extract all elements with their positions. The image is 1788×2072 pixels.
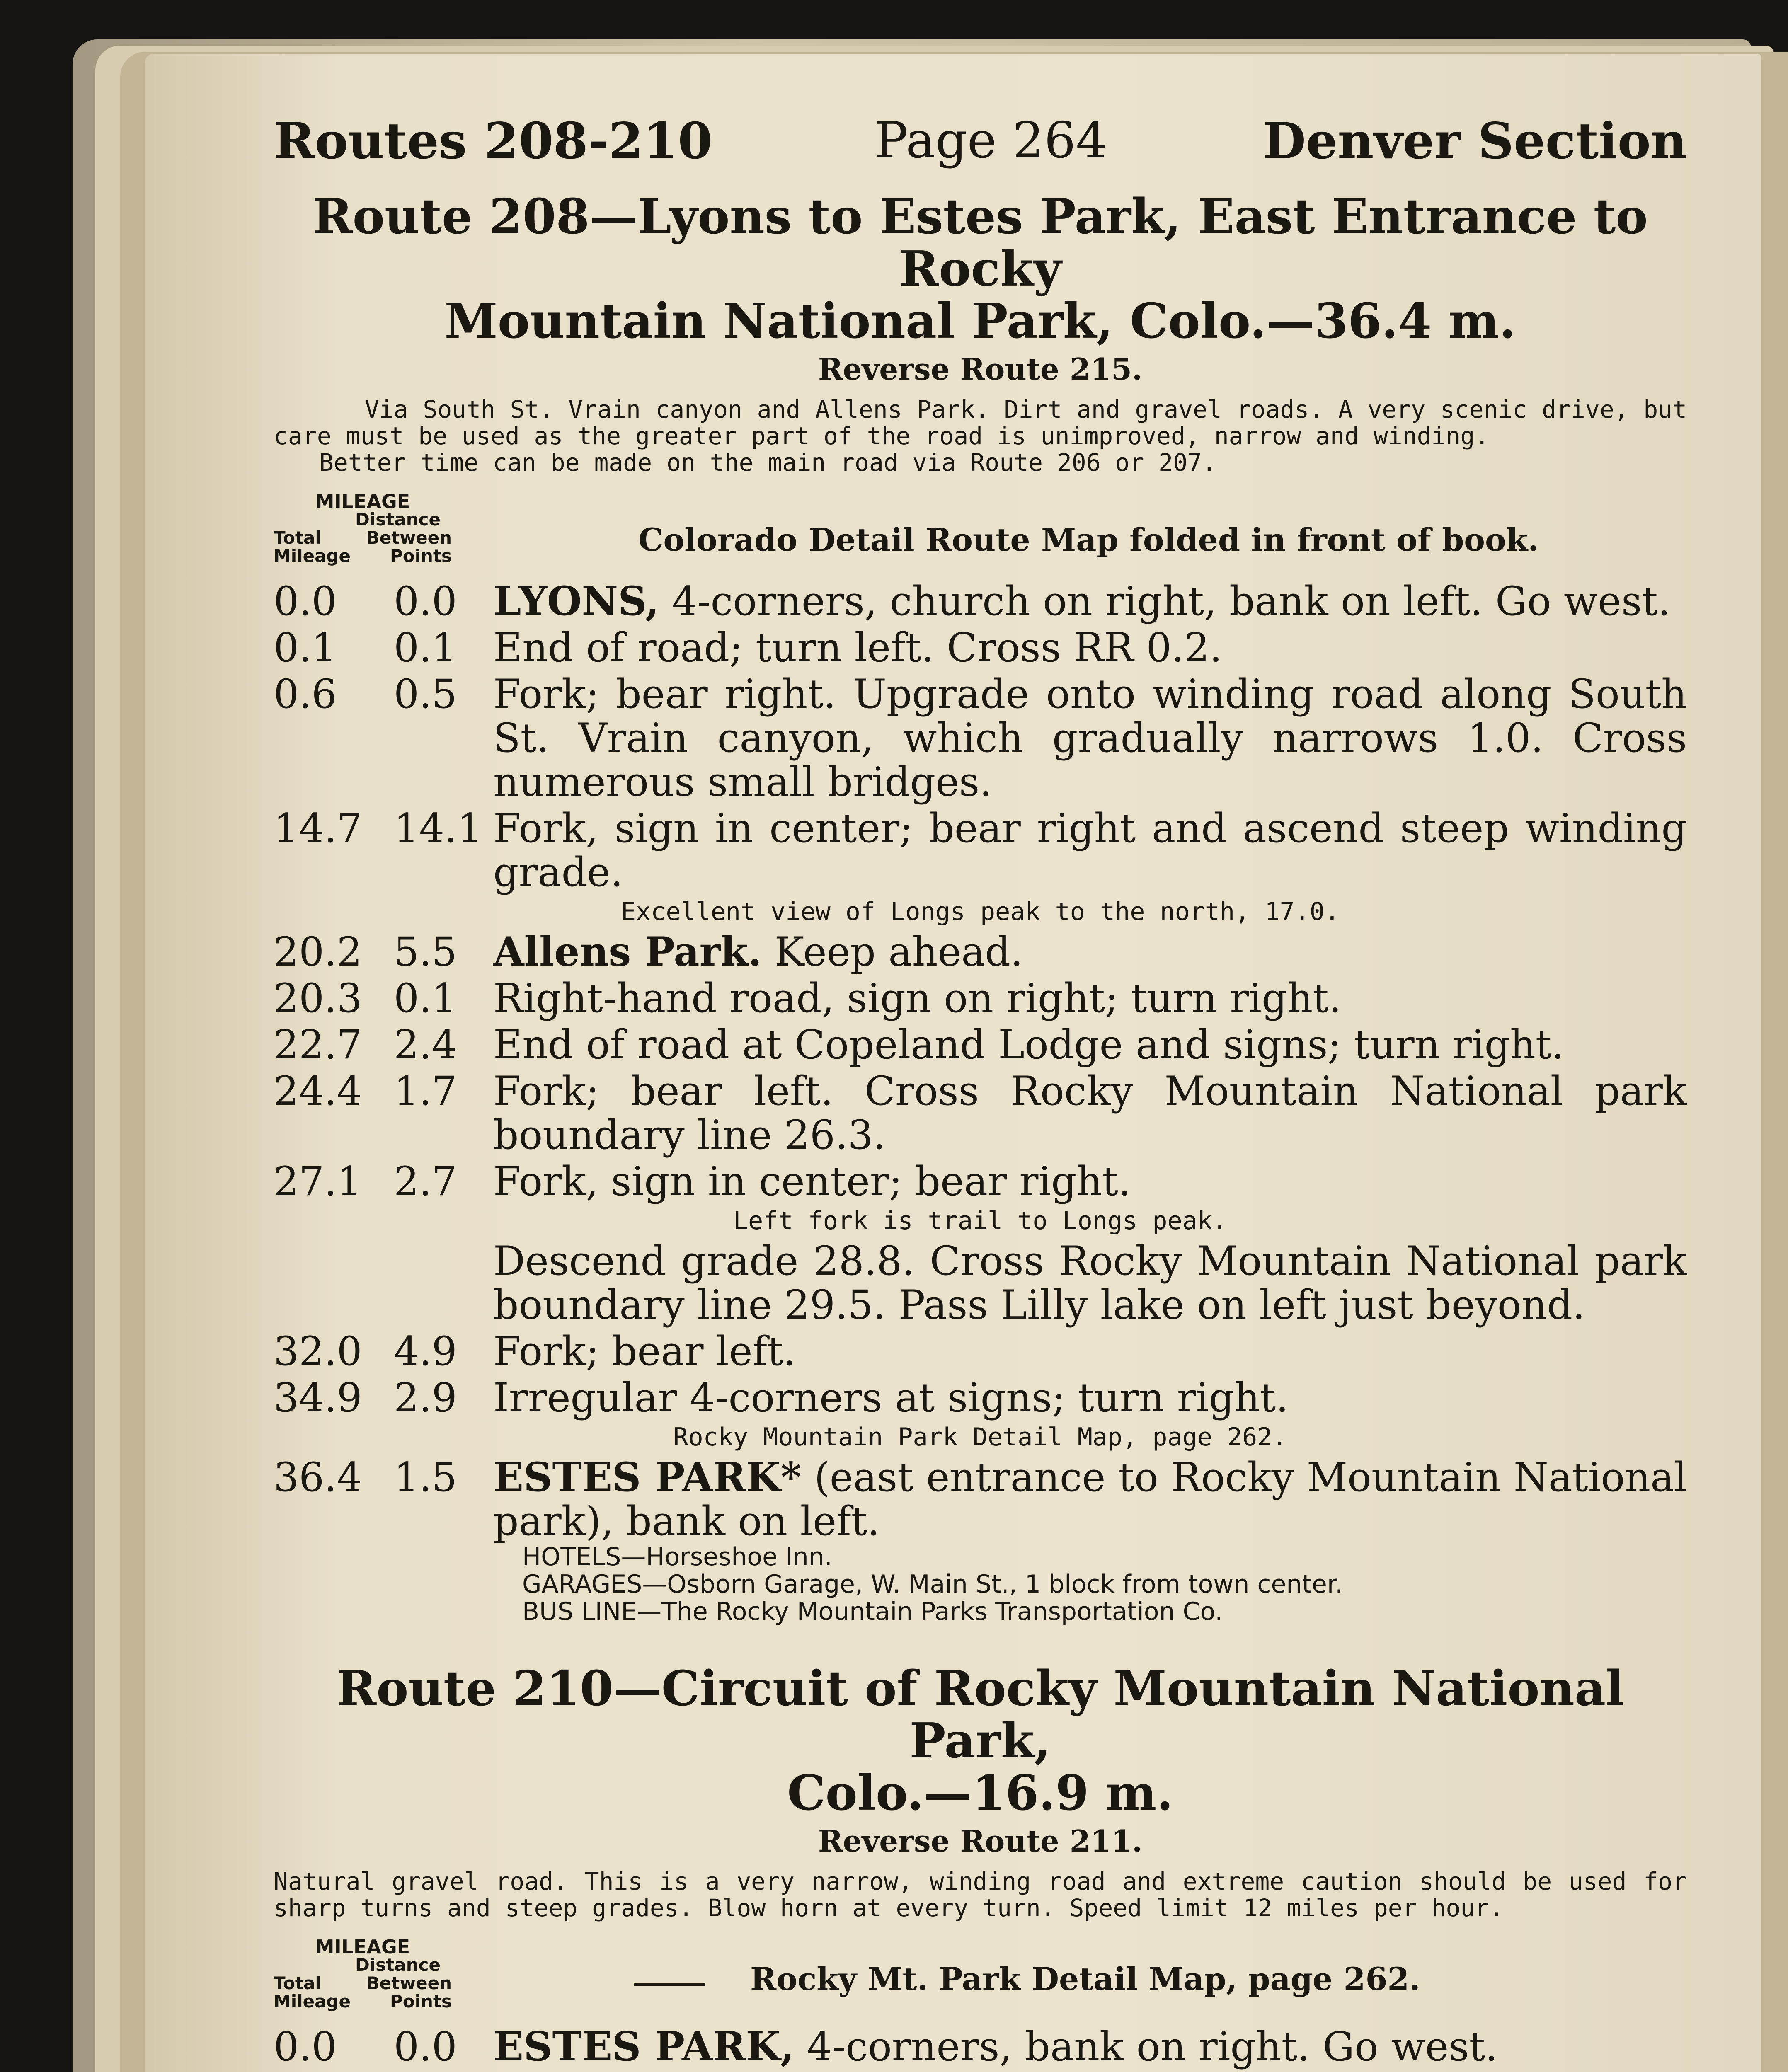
entry-total: 0.0 — [274, 578, 337, 625]
entry-place: ESTES PARK, — [493, 2023, 795, 2070]
route-210-title-line1: Route 210—Circuit of Rocky Mountain National Park, — [336, 1661, 1624, 1769]
entry-text: Irregular 4-corners at signs; turn right. — [493, 1375, 1289, 1421]
entry-direction: Keep ahead. — [774, 929, 1023, 975]
route-210-reverse: Reverse Route 211. — [818, 1823, 1143, 1859]
route-entry — [274, 1376, 1687, 1420]
route-208-map-note: Colorado Detail Route Map folded in front of book. — [638, 521, 1539, 558]
route-208-reverse: Reverse Route 215. — [818, 351, 1143, 387]
entry-distance: 1.5 — [394, 1454, 457, 1501]
entry-total: 0.0 — [274, 2024, 337, 2070]
route-208-title-line1: Route 208—Lyons to Estes Park, East Entrance to Rocky — [313, 189, 1648, 297]
page-content — [274, 104, 1687, 2072]
mileage-points: Points — [390, 546, 452, 566]
entry-distance: 1.7 — [394, 1068, 457, 1114]
entry-total: 14.7 — [274, 805, 362, 852]
entry-place: Allens Park. — [493, 928, 762, 975]
entry-text: Fork; bear left. Cross Rocky Mountain National park boundary line 26.3. — [493, 1068, 1687, 1158]
entry-place: ESTES PARK* — [493, 1454, 802, 1501]
entry-text — [493, 930, 1687, 974]
entry-distance: 5.5 — [394, 929, 457, 975]
route-210-title-line2: Colo.—16.9 m. — [787, 1765, 1173, 1821]
dash-rule — [634, 1983, 705, 1986]
route-entry — [274, 976, 1687, 1020]
mileage-distance: Distance — [355, 509, 441, 530]
mileage-header — [274, 492, 1687, 575]
mileage-caption — [274, 1938, 452, 2011]
book-page — [145, 54, 1761, 2072]
entry-distance: 14.1 — [394, 805, 482, 852]
entry-text: Right-hand road, sign on right; turn right. — [493, 975, 1342, 1021]
route-208-note-text: Via South St. Vrain canyon and Allens Park. Dirt and gravel roads. A very scenic drive, but care must be used as the greater part of the road is unimproved, narrow and winding. — [274, 395, 1687, 450]
route-entry — [274, 1159, 1687, 1203]
entry-total: 20.2 — [274, 929, 362, 975]
route-208-trail-note: Left fork is trail to Longs peak. — [733, 1206, 1228, 1235]
route-entry — [274, 1023, 1687, 1067]
entry-total: 20.3 — [274, 975, 362, 1021]
entry-total: 27.1 — [274, 1158, 362, 1205]
entry-total: 0.6 — [274, 671, 337, 717]
entry-text: Fork, sign in center; bear right. — [493, 1158, 1131, 1205]
entry-text: Fork, sign in center; bear right and ascend steep winding grade. — [493, 805, 1687, 896]
route-210-map-note: Rocky Mt. Park Detail Map, page 262. — [750, 1961, 1420, 1997]
mileage-between: Between — [366, 1973, 452, 1993]
entry-total: 32.0 — [274, 1328, 362, 1375]
entry-distance: 0.1 — [394, 625, 457, 671]
route-entry — [274, 626, 1687, 670]
route-entry — [274, 930, 1687, 974]
hotels-info: HOTELS—Horseshoe Inn. — [522, 1542, 832, 1571]
entry-text — [493, 1455, 1687, 1543]
route-208-entries — [274, 579, 1687, 1625]
header-routes: Routes 208-210 — [274, 112, 712, 170]
route-208-title-line2: Mountain National Park, Colo.—36.4 m. — [444, 293, 1516, 349]
route-entry — [274, 672, 1687, 804]
mileage-total: Total — [274, 528, 321, 548]
route-208-descend: Descend grade 28.8. Cross Rocky Mountain National park boundary line 29.5. Pass Lilly lake on left just beyond. — [493, 1238, 1687, 1328]
entry-text: End of road at Copeland Lodge and signs; turn right. — [493, 1021, 1564, 1068]
route-entry — [274, 806, 1687, 894]
entry-direction: 4-corners, church on right, bank on left. Go west. — [672, 578, 1671, 625]
garages-info: GARAGES—Osborn Garage, W. Main St., 1 block from town center. — [522, 1570, 1343, 1599]
running-header — [274, 104, 1687, 182]
route-entry — [274, 579, 1687, 623]
entry-distance: 4.9 — [394, 1328, 457, 1375]
entry-total: 0.1 — [274, 625, 337, 671]
mileage-between: Between — [366, 528, 452, 548]
mileage-header — [274, 1938, 1687, 2021]
mileage-distance: Distance — [355, 1955, 441, 1975]
route-208-view-note: Excellent view of Longs peak to the north, 17.0. — [621, 897, 1340, 926]
route-208-note — [274, 396, 1687, 449]
entry-text: End of road; turn left. Cross RR 0.2. — [493, 625, 1222, 671]
entry-direction: (east entrance to Rocky Mountain National park), bank on left. — [493, 1454, 1687, 1544]
mileage-caption — [274, 492, 452, 565]
header-section: Denver Section — [1262, 112, 1687, 170]
mileage-mileage: Mileage — [274, 1991, 351, 2011]
entry-place: LYONS, — [493, 578, 659, 625]
entry-distance: 0.0 — [394, 2024, 457, 2070]
route-entry — [274, 1455, 1687, 1543]
entry-total: 22.7 — [274, 1021, 362, 1068]
entry-text — [493, 579, 1687, 623]
mileage-mileage: Mileage — [274, 546, 351, 566]
mileage-title: MILEAGE — [315, 490, 410, 513]
route-208-map-reference: Rocky Mountain Park Detail Map, page 262. — [673, 1423, 1287, 1452]
entry-distance: 0.0 — [394, 578, 457, 625]
entry-text: Fork; bear left. — [493, 1328, 796, 1375]
entry-distance: 0.5 — [394, 671, 457, 717]
route-entry — [274, 1329, 1687, 1373]
route-210-note: Natural gravel road. This is a very narrow, winding road and extreme caution should be used for sharp turns and steep grades. Blow horn at every turn. Speed limit 12 miles per hour. — [274, 1867, 1687, 1922]
route-208-note2: Better time can be made on the main road via Route 206 or 207. — [319, 448, 1216, 477]
route-entry — [274, 2025, 1687, 2069]
entry-text: Fork; bear right. Upgrade onto winding road along South St. Vrain canyon, which gradually narrows 1.0. Cross numerous small bridges. — [493, 671, 1687, 805]
mileage-points: Points — [390, 1991, 452, 2011]
header-page-number: Page 264 — [875, 112, 1107, 169]
entry-direction: 4-corners, bank on right. Go west. — [807, 2024, 1498, 2070]
entry-total: 34.9 — [274, 1375, 362, 1421]
bus-line-info: BUS LINE—The Rocky Mountain Parks Transportation Co. — [522, 1597, 1223, 1626]
entry-total: 36.4 — [274, 1454, 362, 1501]
mileage-total: Total — [274, 1973, 321, 1993]
entry-total: 24.4 — [274, 1068, 362, 1114]
entry-text — [493, 2025, 1687, 2069]
route-entry — [274, 1069, 1687, 1157]
entry-distance: 2.9 — [394, 1375, 457, 1421]
entry-distance: 0.1 — [394, 975, 457, 1021]
route-208-title — [274, 191, 1687, 347]
entry-distance: 2.4 — [394, 1021, 457, 1068]
mileage-title: MILEAGE — [315, 1936, 410, 1958]
route-210-title — [274, 1663, 1687, 1819]
route-210-entries — [274, 2025, 1687, 2069]
entry-distance: 2.7 — [394, 1158, 457, 1205]
